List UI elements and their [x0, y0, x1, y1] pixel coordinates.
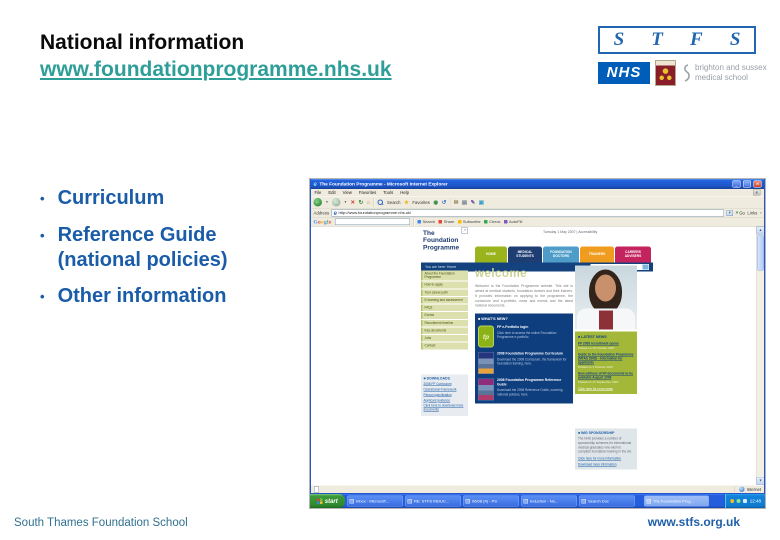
school-name-line: brighton and sussex: [695, 63, 767, 73]
address-label: Address: [313, 210, 330, 216]
site-logo[interactable]: The Foundation Programme: [423, 229, 460, 251]
task-icon: [350, 499, 355, 504]
news-item-title[interactable]: FP 2008 recruitment opens: [578, 342, 619, 346]
news-item-date: Posted on 17 September 2007: [578, 381, 619, 384]
security-shield-icon[interactable]: [730, 499, 734, 503]
status-bar: [311, 485, 764, 493]
whats-new-text: Click here to access the online Foundation Programme e-portfolio.: [497, 331, 557, 340]
media-icon[interactable]: ◉: [433, 199, 439, 206]
menu-tools[interactable]: Tools: [383, 190, 394, 195]
whats-new-panel: [475, 314, 573, 404]
forward-dropdown[interactable]: ▼: [343, 200, 347, 204]
ie-logo-icon: e: [753, 190, 761, 196]
sponsorship-link[interactable]: Click here for more information: [578, 457, 622, 461]
maximize-button[interactable]: □: [743, 181, 751, 188]
downloads-panel: [421, 375, 468, 417]
stfs-letter: F: [690, 29, 703, 50]
windows-taskbar: [310, 494, 765, 508]
site-search-button[interactable]: [643, 264, 650, 270]
taskbar-button[interactable]: Induction - No...: [521, 496, 577, 507]
close-button[interactable]: ✕: [754, 181, 762, 188]
fp-logo-thumbnail: fp: [478, 326, 494, 348]
menu-favorites[interactable]: Favorites: [358, 190, 377, 195]
vertical-scrollbar[interactable]: [756, 227, 764, 486]
download-link[interactable]: Operational Framework: [423, 387, 457, 392]
footer-school-name: South Thames Foundation School: [14, 517, 188, 529]
tab-careers-advisers[interactable]: CAREERS ADVISERS: [615, 247, 651, 263]
sponsorship-link[interactable]: Download more information: [578, 463, 617, 467]
whats-new-text: Download the 2008 Reference Guide, covering national policies, here.: [497, 388, 563, 397]
bsms-logo: [681, 63, 767, 81]
search-icon[interactable]: [378, 199, 384, 205]
google-button-icon: [439, 220, 443, 224]
sponsorship-heading: ■ IMG SPONSORSHIP: [578, 431, 615, 435]
messenger-icon[interactable]: ▣: [478, 199, 484, 206]
bullet-item: • Curriculum: [40, 186, 310, 212]
stfs-letter: T: [651, 29, 663, 50]
scroll-thumb[interactable]: [757, 236, 764, 271]
sidebar-item[interactable]: How to apply: [421, 282, 468, 289]
address-field[interactable]: [332, 209, 724, 216]
taskbar-clock: 12:48: [749, 498, 761, 504]
sidebar-item[interactable]: Your career path: [421, 289, 468, 296]
window-title: The Foundation Programme - Microsoft Internet Explorer: [319, 181, 448, 187]
popup-window-icon: ↗: [462, 228, 467, 233]
logo-row: [598, 59, 767, 86]
photo-face: [595, 275, 616, 302]
history-icon[interactable]: ↺: [441, 199, 447, 206]
sidebar-item[interactable]: Events: [421, 312, 468, 319]
whats-new-title[interactable]: FP e-Portfolio login: [497, 325, 529, 330]
internet-globe-icon: [739, 487, 745, 493]
whats-new-title[interactable]: 2008 Foundation Programme Reference Guide: [497, 378, 562, 387]
search-toolbar-label[interactable]: Search: [387, 199, 401, 205]
sidebar-item[interactable]: Key documents: [421, 327, 468, 334]
google-logo: Google: [313, 218, 332, 225]
home-button[interactable]: ⌂: [366, 199, 370, 206]
links-chevron[interactable]: »: [759, 211, 762, 215]
status-zone: [735, 487, 761, 493]
page-icon: [314, 486, 319, 492]
bullet-list: [40, 186, 310, 321]
google-button-icon: [484, 220, 488, 224]
doctor-photo: [575, 266, 637, 330]
task-icon: [582, 499, 587, 504]
windows-flag-icon: [317, 498, 323, 504]
news-item-date: Posted on 15 October 2007: [578, 347, 615, 350]
task-icon: [466, 499, 471, 504]
page-title: National information: [40, 31, 245, 54]
whats-new-title[interactable]: 2008 Foundation Programme Curriculum: [497, 352, 563, 356]
whats-new-text: Download the 2008 Curriculum, the framework for foundation training, here.: [497, 357, 567, 366]
tab-foundation-doctors[interactable]: FOUNDATION DOCTORS: [543, 247, 579, 263]
tab-trainers[interactable]: TRAINERS: [580, 247, 614, 263]
mail-icon[interactable]: ✉: [453, 199, 459, 206]
sponsorship-text: The NHS provides a number of sponsorship schemes for international medical graduates who wish to complete foundation training in the UK.: [578, 437, 633, 454]
tab-home[interactable]: HOME: [475, 247, 507, 263]
menu-view[interactable]: View: [342, 190, 352, 195]
back-dropdown[interactable]: ▼: [325, 200, 329, 204]
news-item-title[interactable]: Guide to the Foundation Programme (MTAS 2008) - information for applicants: [578, 353, 634, 365]
download-link[interactable]: Person specification: [423, 393, 452, 397]
screenshot-inner: [310, 179, 765, 508]
sidebar-item[interactable]: Contact: [421, 343, 468, 350]
ie-window: [310, 179, 765, 494]
go-arrow-icon: »: [735, 210, 739, 216]
stop-button[interactable]: ✕: [350, 199, 356, 206]
news-item-date: Posted on 1 October 2007: [578, 366, 614, 369]
bullet-item: • Other information: [40, 284, 310, 310]
sidebar-item[interactable]: E-learning and assessment: [421, 297, 468, 304]
print-icon[interactable]: ▤: [461, 199, 468, 206]
photo-shirt: [599, 311, 613, 330]
scroll-down-arrow[interactable]: ▼: [757, 477, 765, 485]
edit-icon[interactable]: ✎: [470, 199, 476, 206]
breadcrumb: You are here: Home: [425, 265, 457, 269]
google-autofill-button[interactable]: AutoFill: [504, 220, 522, 225]
menu-bar: [311, 189, 764, 197]
go-button[interactable]: » Go: [735, 210, 745, 216]
favorites-star-icon[interactable]: ★: [403, 199, 409, 206]
tray-icon[interactable]: [737, 499, 741, 503]
latest-news-heading: ■ LATEST NEWS: [578, 334, 607, 339]
foundation-programme-link[interactable]: www.foundationprogramme.nhs.uk: [40, 58, 392, 81]
welcome-heading: welcome: [475, 266, 528, 280]
task-icon: [524, 499, 529, 504]
university-crest-icon: [655, 60, 676, 86]
google-toolbar: [311, 218, 764, 227]
google-search-button[interactable]: Search: [418, 220, 436, 225]
stfs-letter: S: [729, 29, 741, 50]
status-internet-label: Internet: [746, 486, 761, 492]
download-link[interactable]: Click here to download more documents: [423, 404, 464, 412]
google-check-button[interactable]: Check: [484, 220, 500, 225]
refresh-button[interactable]: ↻: [358, 199, 364, 206]
site-date-line: Tuesday 1 May 2007 | Accessibility: [543, 230, 598, 234]
taskbar-button[interactable]: Inbox - Microsoft...: [347, 496, 403, 507]
menu-file[interactable]: File: [314, 190, 322, 195]
whats-new-item[interactable]: [478, 379, 570, 401]
menu-help[interactable]: Help: [400, 190, 409, 195]
bullet-icon: •: [40, 191, 45, 206]
foundation-programme-site: [421, 227, 653, 486]
google-share-button[interactable]: Share: [439, 220, 455, 225]
address-bar: [311, 209, 764, 218]
curriculum-cover-thumbnail: [478, 352, 494, 374]
minimize-button[interactable]: _: [733, 181, 741, 188]
tab-medical-students[interactable]: MEDICAL STUDENTS: [508, 247, 542, 263]
footer-website[interactable]: www.stfs.org.uk: [647, 515, 740, 529]
window-title-bar[interactable]: [311, 179, 764, 189]
taskbar-button[interactable]: RE: STFS INDUC...: [405, 496, 461, 507]
download-link[interactable]: 2008 FP Curriculum: [423, 382, 452, 386]
bullet-icon: •: [40, 289, 45, 304]
more-news-link[interactable]: Click here for more news: [578, 387, 613, 391]
ie-icon: e: [313, 180, 317, 188]
site-main-column: [475, 267, 573, 404]
whats-new-item[interactable]: [478, 326, 570, 348]
google-button-icon: [458, 220, 462, 224]
taskbar-button[interactable]: Search Doc: [579, 496, 635, 507]
links-label[interactable]: Links: [747, 210, 758, 216]
task-icon: [408, 499, 413, 504]
page-favicon: e: [333, 209, 337, 217]
tray-icon[interactable]: [743, 499, 747, 503]
website-screenshot: [310, 179, 765, 508]
download-link[interactable]: Applicant guidance: [423, 398, 451, 403]
forward-button[interactable]: →: [333, 199, 339, 205]
nhs-logo: NHS: [598, 62, 650, 84]
system-tray: [725, 494, 765, 508]
whats-new-heading: ■ WHAT'S NEW?: [478, 316, 508, 322]
bullet-item: • Reference Guide (national policies): [40, 224, 228, 271]
back-button[interactable]: ←: [315, 199, 321, 205]
downloads-heading: ■ DOWNLOADS: [423, 377, 450, 381]
news-item-title[interactable]: New editions of FP documents to be available August 2008: [578, 372, 633, 380]
toolbar: [311, 197, 764, 209]
google-button-icon: [418, 220, 422, 224]
sponsorship-panel: [575, 429, 637, 470]
stfs-letter: S: [613, 29, 625, 50]
google-search-input[interactable]: [335, 219, 410, 226]
toolbar-divider: [374, 198, 375, 207]
address-dropdown[interactable]: ▼: [728, 211, 732, 215]
toolbar-divider: [450, 198, 451, 207]
site-nav-tabs: [475, 247, 651, 263]
menu-edit[interactable]: Edit: [328, 190, 336, 195]
browser-viewport: [311, 227, 764, 486]
scroll-up-arrow[interactable]: ▲: [757, 227, 765, 235]
address-url: http://www.foundationprogramme.nhs.uk/: [338, 210, 412, 215]
sidebar-item[interactable]: Jobs: [421, 335, 468, 342]
favorites-toolbar-label[interactable]: Favorites: [412, 199, 430, 205]
sidebar-item[interactable]: FAQs: [421, 305, 468, 312]
toolbar-divider: [414, 217, 415, 226]
welcome-intro: Welcome to the Foundation Programme website. This site is aimed at medical students, foundation doctors and their trainers. It provides information on applying to the programme, the curriculum and e-portfolio, news and events and the latest national documents.: [475, 284, 573, 308]
google-button-icon: [504, 220, 508, 224]
bsms-squiggle-icon: [681, 64, 691, 82]
school-name-line: medical school: [695, 72, 748, 82]
whats-new-item[interactable]: [478, 352, 570, 374]
reference-guide-cover-thumbnail: [478, 379, 494, 401]
site-sidebar: [421, 271, 468, 351]
start-button[interactable]: start: [310, 494, 345, 508]
sidebar-item[interactable]: Recruitment timeline: [421, 320, 468, 327]
stfs-logo: [598, 26, 756, 54]
latest-news-panel: [575, 332, 637, 395]
taskbar-button[interactable]: 06/08 (4) - PS: [463, 496, 519, 507]
task-icon: [647, 499, 652, 504]
sidebar-item[interactable]: About the Foundation Programme: [421, 271, 468, 281]
google-subscribe-button[interactable]: Subscribe: [458, 220, 481, 225]
taskbar-button-active[interactable]: The Foundation Prog...: [644, 496, 709, 507]
bullet-icon: •: [40, 228, 45, 243]
